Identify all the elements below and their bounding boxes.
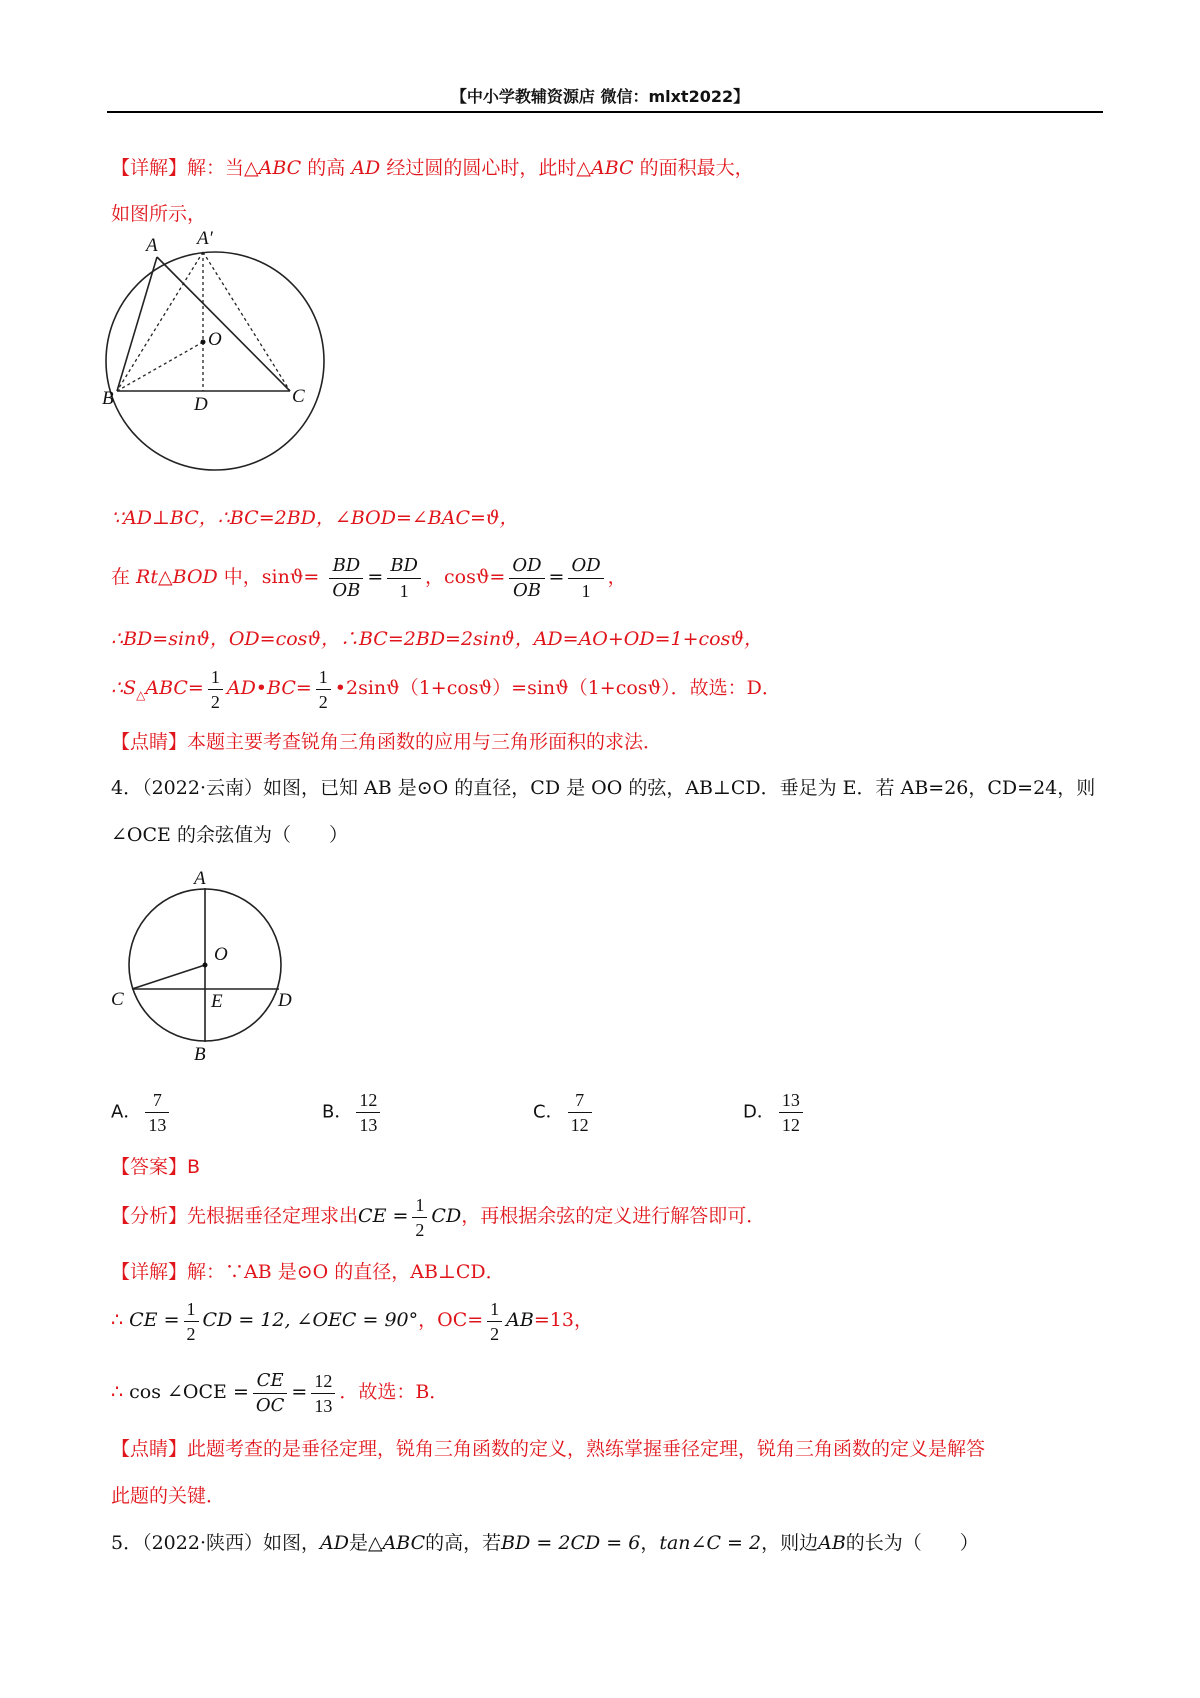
q3-detail-a: 解：当△ [187, 157, 259, 179]
q5-stem-eq: BD = 2CD = 6 [501, 1532, 641, 1554]
q3-detail-e: 经过圆的圆心时，此时△ [386, 157, 591, 179]
q3-frac-bd-ob: $\frac{BD}{OB}$ [329, 554, 363, 603]
q4-s1-a: ∴ [111, 1309, 130, 1331]
q5-stem-f: 的长为（ ） [845, 1532, 979, 1554]
q4-step1 [111, 1295, 593, 1346]
q4-answer [111, 1155, 200, 1179]
q3-step2 [111, 552, 627, 603]
q5-stem-ab: AB [818, 1532, 846, 1554]
q5-stem-ad: AD [319, 1532, 349, 1554]
q4-option-c[interactable]: C． $\frac{7}{12}$ [533, 1088, 596, 1137]
q3-frac-bd-1: $\frac{BD}{1}$ [387, 554, 421, 603]
q3-label-a: A [146, 235, 158, 256]
q4-label-e: E [211, 991, 223, 1012]
q4-s2-b: cos ∠OCE = [129, 1381, 249, 1403]
q5-stem-c: 的高，若 [425, 1532, 502, 1554]
q3-center-dot [201, 340, 206, 345]
q4-s1-d: AB [506, 1309, 534, 1331]
q3-step2-b: Rt [136, 566, 158, 588]
q4-center-dot [203, 963, 208, 968]
q3-label-aprime: A′ [197, 228, 213, 249]
q4-answer-value: B [187, 1156, 201, 1178]
q3-side-ac [157, 257, 290, 391]
q4-s2-frac2: $\frac{12}{13}$ [311, 1369, 335, 1418]
q4-comment-tag: 【点睛】 [111, 1438, 188, 1460]
q4-label-a: A [194, 868, 206, 889]
q4-s2-eq: = [291, 1381, 308, 1403]
q5-stem-e: ，则边 [761, 1532, 819, 1554]
q5-stem-b: 是 [348, 1532, 368, 1554]
q3-frac-od-ob: $\frac{OD}{OB}$ [509, 554, 544, 603]
q3-comment-tag: 【点睛】 [111, 731, 188, 753]
q4-option-c-frac: $\frac{7}{12}$ [568, 1088, 592, 1137]
q4-s1-b: CD = 12, ∠OEC = 90° [202, 1309, 419, 1331]
q4-label-d: D [278, 990, 292, 1011]
q4-label-b: B [194, 1044, 206, 1065]
q4-option-b[interactable]: B． $\frac{12}{13}$ [322, 1088, 384, 1137]
q4-comment-2: 此题的关键． [111, 1485, 226, 1507]
q4-analysis-cd: CD [431, 1205, 462, 1227]
q3-label-d: D [194, 394, 208, 415]
q5-stem-a: 5．（2022·陕西）如图， [111, 1532, 320, 1554]
q3-frac-half-1: $\frac{1}{2}$ [208, 665, 223, 714]
q3-circle-figure [102, 228, 345, 492]
q3-step1: ∵AD⊥BC，∴BC=2BD，∠BOD=∠BAC=ϑ， [111, 507, 519, 529]
q3-frac-od-1: $\frac{OD}{1}$ [568, 554, 603, 603]
q4-s1-e: =13， [533, 1309, 593, 1331]
q3-step2-a: 在 [111, 566, 137, 588]
q3-side-ab [117, 257, 157, 391]
q4-option-a-frac: $\frac{7}{13}$ [145, 1088, 169, 1137]
q4-analysis-tag: 【分析】 [111, 1205, 188, 1227]
q3-step3: ∴BD=sinϑ，OD=cosϑ，∴BC=2BD=2sinϑ，AD=AO+OD=1+cosϑ， [111, 628, 763, 650]
q3-step4-c: AD•BC= [226, 677, 312, 699]
q3-label-b: B [102, 388, 114, 409]
q3-as-shown: 如图所示， [111, 203, 207, 225]
q4-option-b-frac: $\frac{12}{13}$ [356, 1088, 380, 1137]
q5-stem-tri: △ABC [367, 1532, 426, 1554]
q3-step4-a: ∴S [111, 677, 137, 699]
q3-step2-e: 中，sinϑ= [217, 566, 320, 588]
q4-label-o: O [214, 944, 228, 965]
q4-answer-tag: 【答案】 [111, 1156, 188, 1178]
q3-step2-eq2: = [548, 566, 565, 588]
q3-comment [111, 730, 662, 754]
q4-comment-1 [111, 1437, 985, 1461]
q3-frac-half-2: $\frac{1}{2}$ [316, 665, 331, 714]
q3-dash-apc [203, 252, 290, 391]
q4-detail-tag: 【详解】 [111, 1261, 188, 1283]
q3-comment-text: 本题主要考查锐角三角函数的应用与三角形面积的求法． [187, 731, 663, 753]
q3-step4 [111, 663, 781, 720]
q4-s1-frac: $\frac{1}{2}$ [184, 1297, 199, 1346]
q4-s1-c: ，OC= [418, 1309, 484, 1331]
q3-step2-eq: = [367, 566, 384, 588]
q4-s2-a: ∴ [111, 1381, 130, 1403]
q4-step2 [111, 1367, 448, 1418]
q4-analysis-a: 先根据垂径定理求出 [187, 1205, 359, 1227]
header-rule [107, 111, 1103, 113]
q3-step2-g: ，cosϑ= [424, 566, 506, 588]
q4-detail [111, 1260, 505, 1284]
q3-dash-apb [117, 252, 203, 391]
q3-step2-d: BOD [172, 566, 218, 588]
q4-detail-text: 解：∵AB 是⊙O 的直径，AB⊥CD． [187, 1261, 505, 1283]
q3-detail-d: AD [351, 157, 381, 179]
q4-s2-c: ．故选：B． [339, 1381, 449, 1403]
q4-option-a[interactable]: A． $\frac{7}{13}$ [111, 1088, 173, 1137]
q3-detail-tag: 【详解】 [111, 157, 188, 179]
q3-label-c: C [292, 386, 305, 407]
q4-segment-oc [132, 965, 205, 989]
q4-analysis-ce: CE = [358, 1205, 409, 1227]
q4-stem-2: ∠OCE 的余弦值为（ ） [111, 824, 348, 846]
q4-circle-figure [110, 870, 310, 1070]
q4-comment-text-1: 此题考查的是垂径定理，锐角三角函数的定义，熟练掌握垂径定理，锐角三角函数的定义是解答 [187, 1438, 986, 1460]
q3-detail-b: ABC [258, 157, 302, 179]
q3-step4-sub: △ [136, 687, 146, 702]
q5-stem [111, 1531, 979, 1555]
q4-analysis [111, 1191, 765, 1242]
q3-label-o: O [208, 329, 222, 350]
q4-s1-ce: CE = [129, 1309, 180, 1331]
q5-stem-d: ， [640, 1532, 660, 1554]
q3-step4-b: ABC= [145, 677, 204, 699]
q4-analysis-b: ，再根据余弦的定义进行解答即可． [461, 1205, 766, 1227]
q3-detail-f: ABC [590, 157, 634, 179]
q4-option-d[interactable]: D． $\frac{13}{12}$ [743, 1088, 807, 1137]
q4-label-c: C [111, 989, 124, 1010]
q3-detail-g: 的面积最大， [639, 157, 754, 179]
q4-option-d-frac: $\frac{13}{12}$ [779, 1088, 803, 1137]
page-header: 【中小学教辅资源店 微信：mlxt2022】 [450, 87, 750, 106]
q3-step4-d: •2sinϑ（1+cosϑ）=sinϑ（1+cosϑ）．故选：D． [334, 677, 781, 699]
q4-s1-frac2: $\frac{1}{2}$ [487, 1297, 502, 1346]
q5-stem-tan: tan∠C = 2 [659, 1532, 762, 1554]
q4-analysis-frac: $\frac{1}{2}$ [412, 1193, 427, 1242]
q4-s2-frac1: $\frac{CE}{OC}$ [253, 1369, 288, 1418]
q3-detail-c: 的高 [307, 157, 346, 179]
q3-detail-line [111, 156, 754, 180]
q3-step2-c: △ [158, 566, 173, 588]
q3-circle [106, 252, 324, 470]
q3-step2-h: ， [607, 566, 627, 588]
q4-stem-1: 4．（2022·云南）如图，已知 AB 是⊙O 的直径，CD 是 OO 的弦，AB⊥CD．垂足为 E．若 AB=26，CD=24，则 [111, 777, 1096, 799]
